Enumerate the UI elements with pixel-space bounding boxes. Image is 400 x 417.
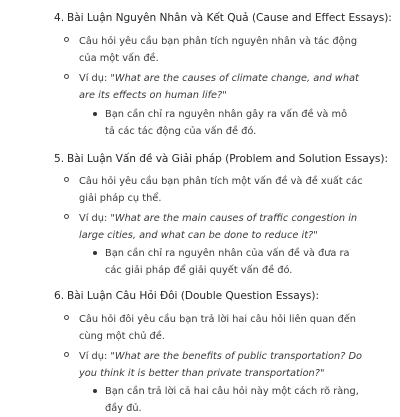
section-5-description: Câu hỏi yêu cầu bạn phân tích một vấn đề và đề xuất các giải pháp cụ thể. — [79, 176, 363, 204]
filled-bullet-icon — [93, 251, 97, 255]
filled-bullet-icon — [93, 389, 97, 393]
section-5-example-text: "What are the main causes of traffic congestion in large cities, and what can be done to reduce it?" — [79, 213, 358, 241]
section-6-note: Bạn cần trả lời cả hai câu hỏi này một cách rõ ràng, đầy đủ. — [105, 386, 359, 414]
section-4-example — [79, 71, 365, 104]
section-5-number: 5. — [54, 153, 65, 165]
example-label: Ví dụ: — [79, 213, 111, 224]
section-4-description: Câu hỏi yêu cầu bạn phân tích nguyên nhân và tác động của một vấn đề. — [79, 36, 358, 64]
example-label: Ví dụ: — [79, 73, 111, 84]
hollow-bullet-icon — [64, 315, 69, 320]
section-4-heading — [54, 11, 392, 25]
hollow-bullet-icon — [64, 214, 69, 219]
section-6-title: Bài Luận Câu Hỏi Đôi (Double Question Essays): — [67, 290, 320, 302]
section-5-note: Bạn cần chỉ ra nguyên nhân của vấn đề và đưa ra các giải pháp để giải quyết vấn đề đó. — [105, 248, 350, 276]
section-5-example — [79, 211, 365, 244]
section-4-number: 4. — [54, 12, 65, 24]
hollow-bullet-icon — [64, 352, 69, 357]
section-4-example-text: "What are the causes of climate change, and what are its effects on human life?" — [79, 73, 359, 101]
hollow-bullet-icon — [64, 37, 69, 42]
section-6-description: Câu hỏi đôi yêu cầu bạn trả lời hai câu hỏi liên quan đến cùng một chủ đề. — [79, 314, 357, 342]
example-label: Ví dụ: — [79, 351, 111, 362]
section-5-heading — [54, 152, 388, 166]
section-6-heading — [54, 289, 319, 303]
section-4-title: Bài Luận Nguyên Nhân và Kết Quả (Cause and Effect Essays): — [67, 12, 392, 24]
section-6-number: 6. — [54, 290, 65, 302]
hollow-bullet-icon — [64, 177, 69, 182]
filled-bullet-icon — [93, 112, 97, 116]
section-5-title: Bài Luận Vấn đề và Giải pháp (Problem and Solution Essays): — [67, 153, 389, 165]
section-4-note: Bạn cần chỉ ra nguyên nhân gây ra vấn đề và mô tả các tác động của vấn đề đó. — [105, 109, 348, 137]
hollow-bullet-icon — [64, 74, 69, 79]
section-6-example — [79, 349, 365, 382]
section-6-example-text: "What are the benefits of public transportation? Do you think it is better than private transportation?" — [79, 351, 363, 379]
